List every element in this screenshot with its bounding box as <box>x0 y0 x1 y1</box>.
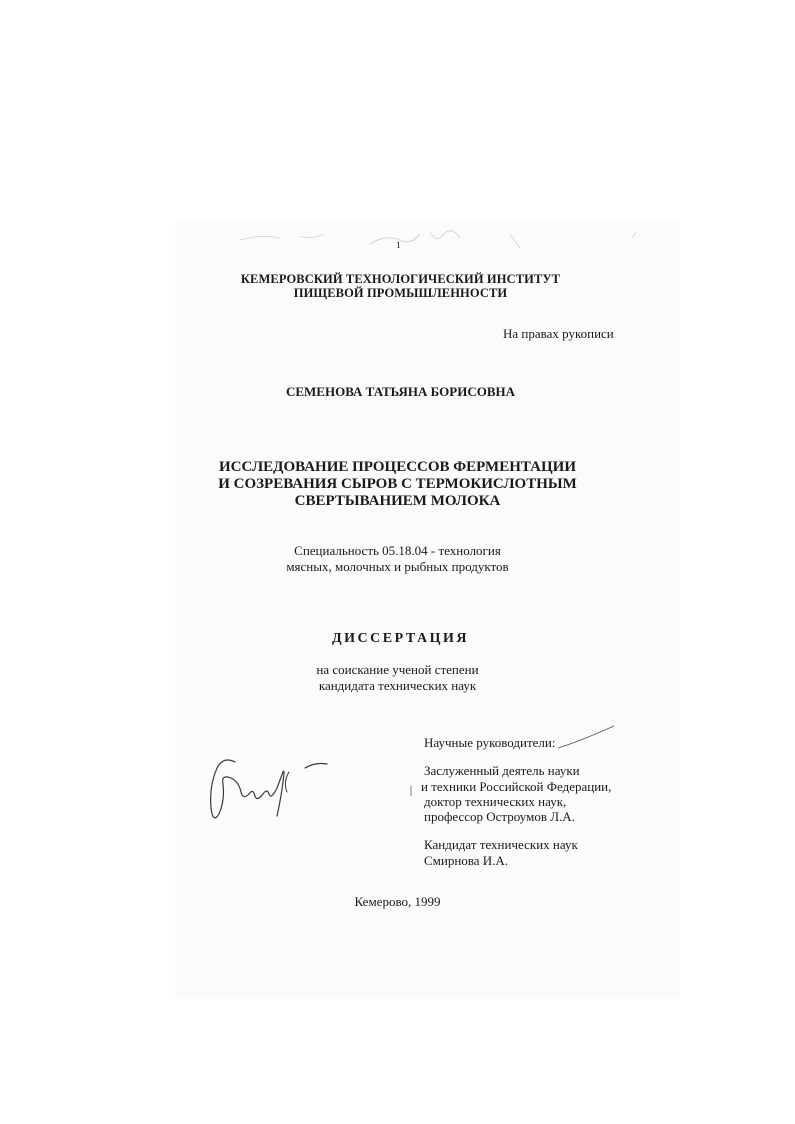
signature-stroke-icon <box>556 722 616 752</box>
pencil-scribble-icon <box>180 222 660 262</box>
degree-line1: на соискание ученой степени <box>316 662 479 677</box>
specialty-line1: Специальность 05.18.04 - технология <box>294 543 501 558</box>
supervisor1-title-line1: Заслуженный деятель науки <box>424 763 580 778</box>
supervisor2-name: Смирнова И.А. <box>424 853 509 868</box>
supervisor1-degree: доктор технических наук, <box>424 794 567 809</box>
specialty-line2: мясных, молочных и рыбных продуктов <box>286 559 509 574</box>
supervisors-heading: Научные руководители: <box>424 735 556 750</box>
supervisor1-name: профессор Остроумов Л.А. <box>424 809 575 824</box>
thesis-title-line2: И СОЗРЕВАНИЯ СЫРОВ С ТЕРМОКИСЛОТНЫМ <box>218 476 577 492</box>
degree-line2: кандидата технических наук <box>318 678 477 693</box>
place-and-year: Кемерово, 1999 <box>354 894 441 909</box>
author-name: СЕМЕНОВА ТАТЬЯНА БОРИСОВНА <box>285 384 516 399</box>
supervisor1-title-line2: и техники Российской Федерации, <box>421 779 612 794</box>
handwritten-signature-icon <box>205 742 335 832</box>
institute-name-line2: ПИЩЕВОЙ ПРОМЫШЛЕННОСТИ <box>293 286 508 300</box>
manuscript-rights-note: На правах рукописи <box>503 326 614 341</box>
scan-mark <box>410 786 412 796</box>
thesis-title-line1: ИССЛЕДОВАНИЕ ПРОЦЕССОВ ФЕРМЕНТАЦИИ <box>219 459 576 475</box>
institute-name-line1: КЕМЕРОВСКИЙ ТЕХНОЛОГИЧЕСКИЙ ИНСТИТУТ <box>240 272 561 286</box>
page-number: 1 <box>396 240 401 250</box>
thesis-title-line3: СВЕРТЫВАНИЕМ МОЛОКА <box>294 493 501 509</box>
supervisor2-degree: Кандидат технических наук <box>424 837 578 852</box>
document-type-heading: ДИССЕРТАЦИЯ <box>332 631 469 646</box>
